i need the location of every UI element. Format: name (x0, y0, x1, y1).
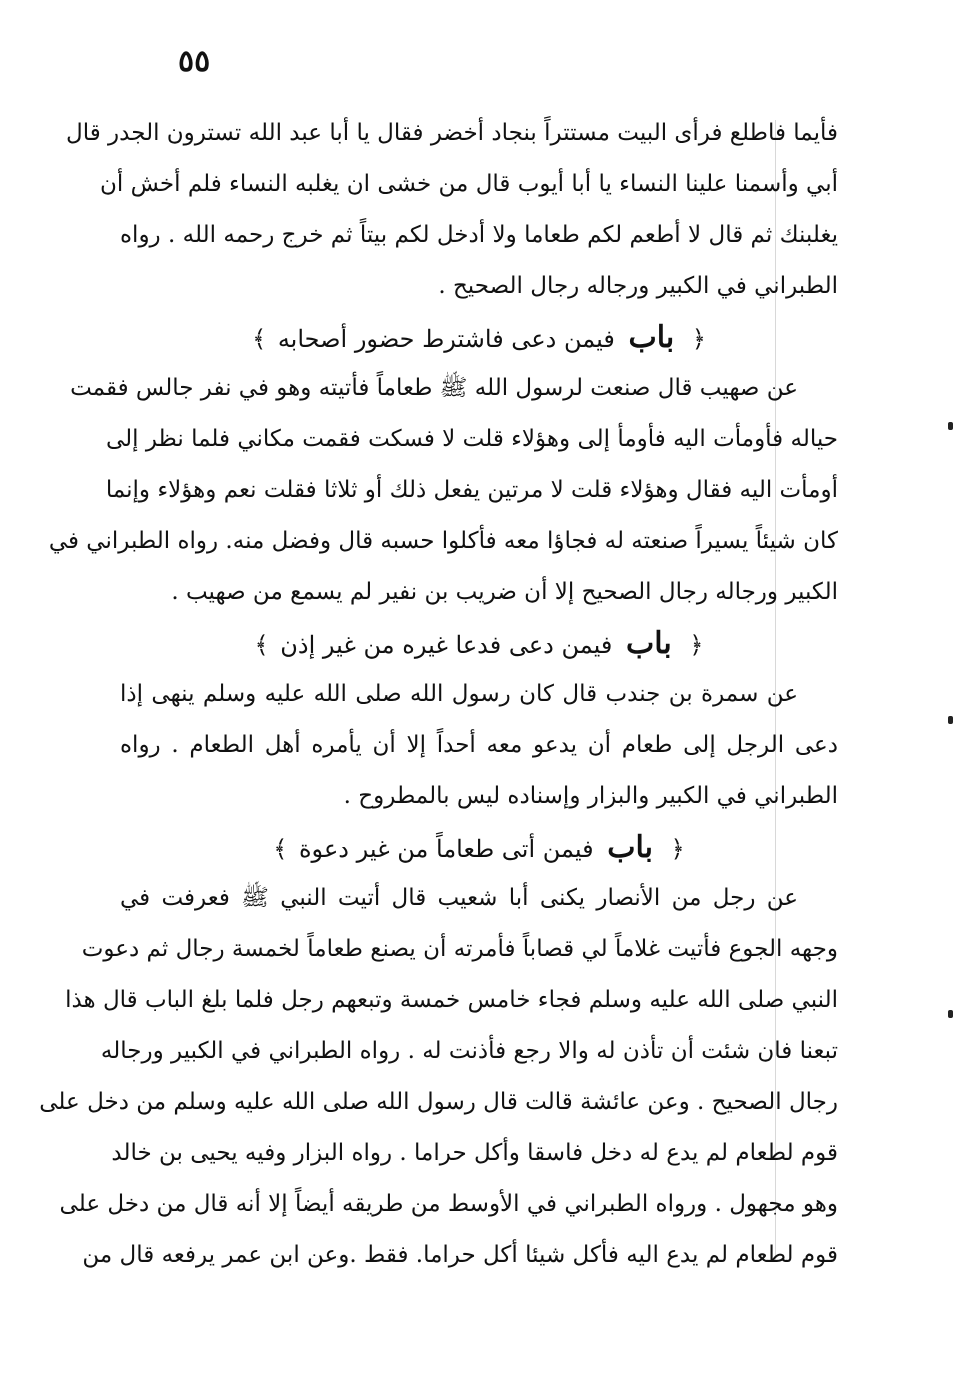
heading-title: فيمن دعى فاشترط حضور أصحابه (277, 325, 615, 353)
text-line: الطبراني في الكبير ورجاله رجال الصحيح . (438, 273, 838, 299)
edge-mark (948, 422, 953, 430)
text-line: قوم لطعام لم يدع اليه فأكل شيئا أكل حراما. فقط .وعن ابن عمر يرفعه قال من (82, 1242, 838, 1268)
ornament-bracket-open: ﴿ (691, 325, 706, 353)
text-line: النبي صلى الله عليه وسلم فجاء خامس خمسة وتبعهم رجل فلما بلغ الباب قال هذا (65, 987, 838, 1013)
page-body (39, 108, 838, 1281)
text-line: أبي وأسمنا علينا النساء يا أبا أيوب قال من خشى ان يغلبه النساء فلم أخش أن (100, 171, 838, 197)
chapter-heading (120, 312, 838, 363)
text-line: عن رجل من الأنصار يكنى أبا شعيب قال أتيت النبي ﷺ فعرفت في (120, 885, 798, 911)
text-line: وجهه الجوع فأتيت غلاماً لي قصاباً فأمرته أن يصنع طعاماً لخمسة رجال ثم دعوت (81, 936, 838, 962)
text-line: حياله فأومأت اليه فأومأ إلى وهؤلاء قلت لا فسكت فقمت مكاني فلما نظر إلى (105, 426, 838, 452)
ornament-bracket-open: ﴿ (670, 835, 685, 863)
heading-title: فيمن دعى فدعا غيره من غير إذن (280, 631, 613, 659)
chapter-heading (120, 822, 838, 873)
ornament-bracket-open: ﴿ (689, 631, 704, 659)
page-number: ٥٥ (178, 44, 211, 79)
heading-bab: باب (628, 320, 675, 355)
text-line: عن سمرة بن جندب قال كان رسول الله صلى الله عليه وسلم ينهى إذا (120, 681, 798, 707)
text-line: أومأت اليه فقال وهؤلاء قلت لا مرتين يفعل ذلك أو ثلاثا فقلت نعم وهؤلاء وإنما (105, 477, 838, 503)
text-line: عن صهيب قال صنعت لرسول الله ﷺ طعاماً فأتيته وهو في نفر جالس فقمت (70, 375, 798, 401)
text-line: قوم لطعام لم يدع له دخل فاسقا وأكل حراما . رواه البزار وفيه يحيى بن خالد (111, 1140, 838, 1166)
ornament-bracket-close: ﴾ (254, 631, 269, 659)
text-line: كان شيئاً يسيراً صنعته له فجاؤا معه فأكلوا حسبه قال وفضل منه. رواه الطبراني في (48, 528, 838, 554)
chapter-heading (120, 618, 838, 669)
ornament-bracket-close: ﴾ (273, 835, 288, 863)
text-line: رجال الصحيح . وعن عائشة قالت قال رسول الله صلى الله عليه وسلم من دخل على (39, 1089, 838, 1115)
heading-title: فيمن أتى طعاماً من غير دعوة (298, 835, 594, 863)
heading-bab: باب (607, 830, 654, 865)
text-line: وهو مجهول . ورواه الطبراني في الأوسط من طريقه أيضاً إلا أنه قال من دخل على (59, 1191, 838, 1217)
text-line: يغلبنك ثم قال لا أطعم لكم طعاما ولا أدخل لكم بيتاً ثم خرج رحمه الله . رواه (120, 222, 838, 248)
text-line: دعى الرجل إلى طعام أن يدعو معه أحداً إلا أن يأمره أهل الطعام . رواه (120, 732, 838, 758)
text-line: فأيما فاطلع فرأى البيت مستتراً بنجاد أخضر فقال يا أبا عبد الله تسترون الجدر قال (66, 120, 838, 146)
edge-mark (948, 1010, 953, 1018)
edge-mark (948, 716, 953, 724)
heading-bab: باب (626, 626, 672, 661)
text-line: الطبراني في الكبير والبزار وإسناده ليس بالمطروح . (343, 783, 838, 809)
ornament-bracket-close: ﴾ (252, 325, 267, 353)
text-line: الكبير ورجاله رجال الصحيح إلا أن ضريب بن نفير لم يسمع من صهيب . (171, 579, 838, 605)
text-line: تبعنا فان شئت أن تأذن له والا رجع فأذنت له . رواه الطبراني في الكبير ورجاله (100, 1038, 838, 1064)
